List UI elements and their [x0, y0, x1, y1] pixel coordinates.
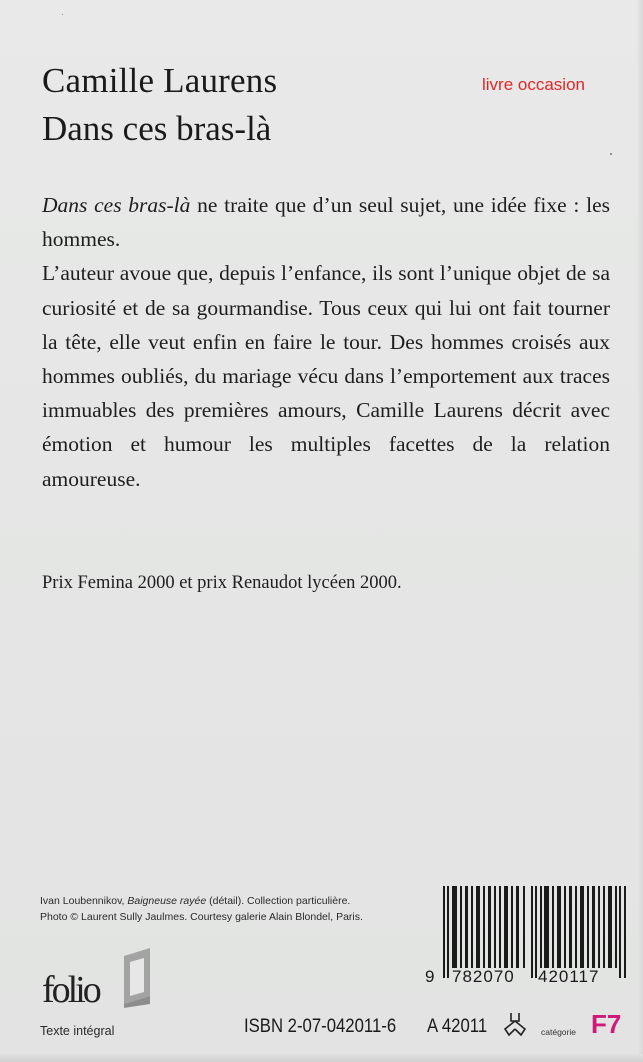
edition-note: Texte intégral	[40, 1024, 115, 1038]
credit-line-1: Ivan Loubennikov, Baigneuse rayée (détail). Collection particulière.	[40, 895, 351, 907]
blurb-text	[42, 188, 610, 496]
barcode-group-1: 782070	[452, 967, 515, 986]
paper-speck	[62, 14, 63, 15]
page-edge-right	[637, 0, 643, 1062]
prize-line: Prix Femina 2000 et prix Renaudot lycéen 2000.	[42, 573, 402, 593]
folio-wordmark: folio	[42, 969, 99, 1011]
used-book-label: livre occasion	[482, 75, 585, 94]
blurb-title-italic: Dans ces bras-là	[42, 193, 191, 217]
isbn: ISBN 2-07-042011-6	[244, 1016, 397, 1037]
blurb-paragraph-1-rest: ne traite que d’un seul sujet, une idée fixe : les hommes.	[42, 193, 610, 252]
blurb-paragraph-1	[42, 188, 610, 256]
blurb-paragraph-2: L’auteur avoue que, depuis l’enfance, ils sont l’unique objet de sa curiosité et de sa gourmandise. Tous ceux qui lui ont fait tourner la tête, elle veut enfin en faire le tour. Des hommes croisés aux hommes oubliés, du mariage vécu dans l’emportement aux traces immuables des premières amours, Camille Laurens décrit avec émotion et humour les multiples facettes de la relation amoureuse.	[42, 261, 610, 491]
barcode	[443, 886, 633, 978]
catalog-code: A 42011	[427, 1016, 488, 1037]
paper-speck	[610, 153, 612, 155]
folio-frame-icon	[110, 948, 180, 1008]
barcode-digit-first: 9	[425, 967, 436, 986]
barcode-group-2: 420117	[538, 967, 600, 986]
image-credits	[40, 893, 363, 925]
artwork-title: Baigneuse rayée	[127, 895, 207, 907]
author-name: Camille Laurens	[42, 61, 278, 100]
page-edge-bottom	[0, 1054, 643, 1062]
category-label: catégorie	[541, 1027, 576, 1037]
credit-line-2: Photo © Laurent Sully Jaulmes. Courtesy galerie Alain Blondel, Paris.	[40, 911, 363, 923]
recycle-paper-icon	[501, 1011, 529, 1039]
folio-logo	[42, 948, 142, 1010]
category-code: F7	[591, 1009, 622, 1039]
book-title: Dans ces bras-là	[42, 109, 272, 148]
